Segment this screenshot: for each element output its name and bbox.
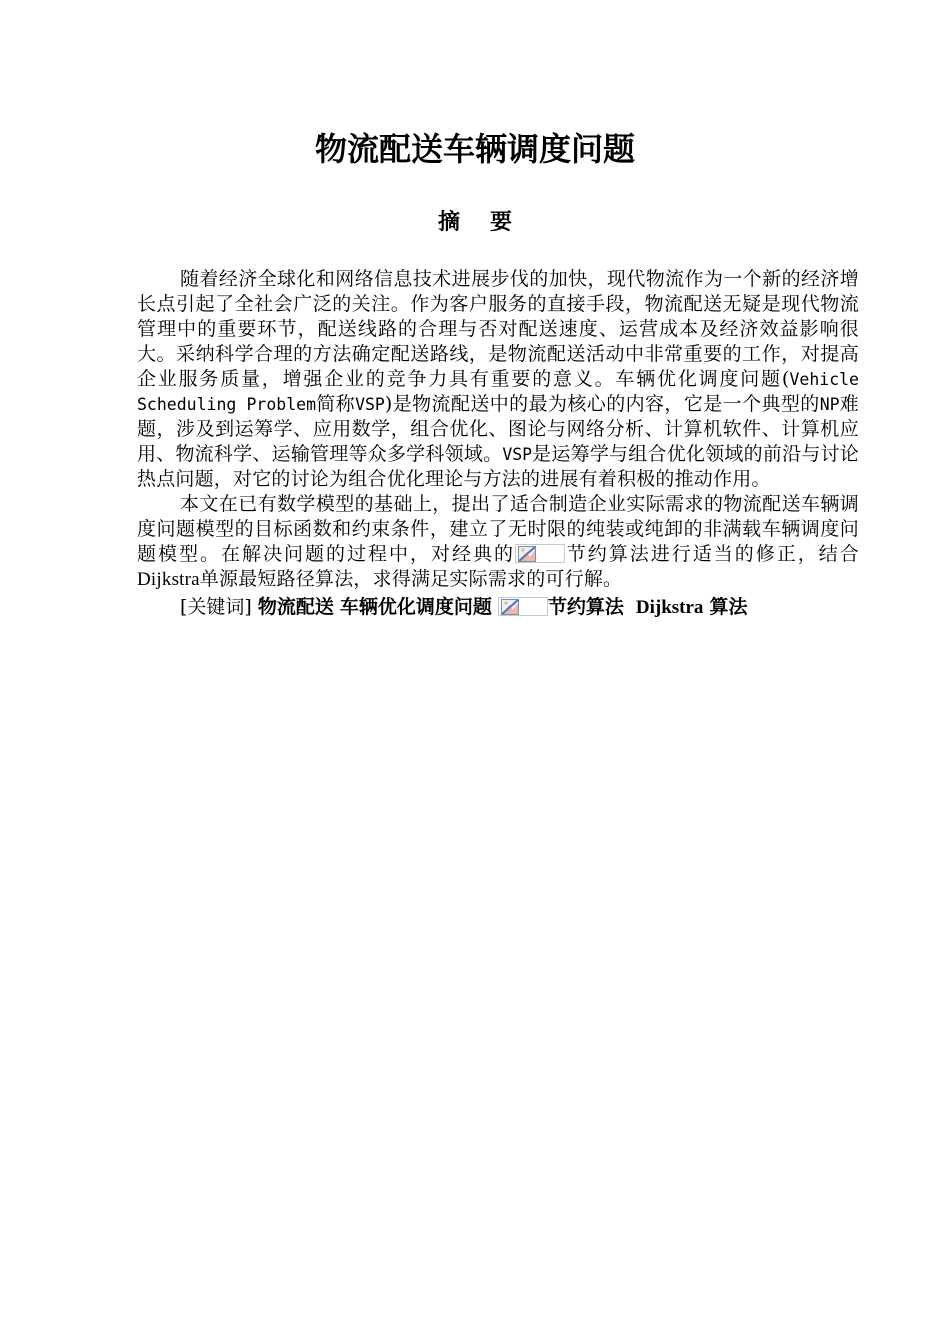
paragraph-1-np-term: NP bbox=[819, 395, 840, 414]
broken-image-icon bbox=[498, 597, 548, 616]
keyword-item: 算法 bbox=[709, 596, 748, 618]
abstract-heading: 摘要 bbox=[437, 209, 542, 235]
abstract-body bbox=[137, 267, 859, 621]
paragraph-2-text: 节约算法进行适当的修正，结合 bbox=[565, 543, 859, 565]
paragraph-1-abbreviation: VSP bbox=[355, 395, 385, 414]
paragraph-2-algorithm-name: Dijkstra bbox=[137, 569, 200, 590]
keyword-item: Dijkstra bbox=[635, 597, 704, 618]
keywords-label: [关键词] bbox=[180, 596, 252, 618]
paragraph-1-english-term: Vehicle Scheduling Problem bbox=[137, 370, 859, 414]
keywords-line bbox=[137, 594, 859, 621]
paragraph-1-text: 随着经济全球化和网络信息技术进展步伐的加快，现代物流作为一个新的经济增长点引起了全社会广泛的关注。作为客户服务的直接手段，物流配送无疑是现代物流管理中的重要环节，配送线路的合理与否对配送速度、运营成本及经济效益影响很大。采纳科学合理的方法确定配送路线，是物流配送活动中非常重要的工作，对提高企业服务质量，增强企业的竞争力具有重要的意义。车辆优化调度问题( bbox=[137, 268, 859, 390]
broken-image-icon bbox=[515, 544, 565, 563]
abstract-paragraph-1 bbox=[137, 267, 859, 492]
paragraph-1-text: 简称 bbox=[316, 393, 356, 415]
paragraph-2-text: 本文在已有数学模型的基础上，提出了适合制造企业实际需求的物流配送车辆调度问题模型的目标函数和约束条件，建立了无时限的纯装或纯卸的非满载车辆调度问题模型。在解决问题的过程中，对经典的 bbox=[137, 493, 859, 565]
paragraph-2-text: 单源最短路径算法，求得满足实际需求的可行解。 bbox=[199, 568, 623, 590]
paragraph-1-text: 难题，涉及到运筹学、应用数学，组合优化、图论与网络分析、计算机软件、计算机应用、物流科学、运输管理等众多学科领域。 bbox=[137, 393, 860, 465]
keyword-item: 节约算法 bbox=[547, 596, 624, 618]
keyword-item: 车辆优化调度问题 bbox=[339, 596, 492, 618]
paragraph-1-abbreviation: VSP bbox=[502, 445, 533, 464]
abstract-paragraph-2 bbox=[137, 492, 859, 592]
paragraph-1-text: )是物流配送中的最为核心的内容，它是一个典型的 bbox=[384, 393, 820, 415]
keyword-item: 物流配送 bbox=[257, 596, 334, 618]
paragraph-1-text: 是运筹学与组合优化领域的前沿与讨论热点问题，对它的讨论为组合优化理论与方法的进展有着积极的推动作用。 bbox=[137, 443, 859, 490]
document-title: 物流配送车辆调度问题 bbox=[314, 130, 635, 168]
